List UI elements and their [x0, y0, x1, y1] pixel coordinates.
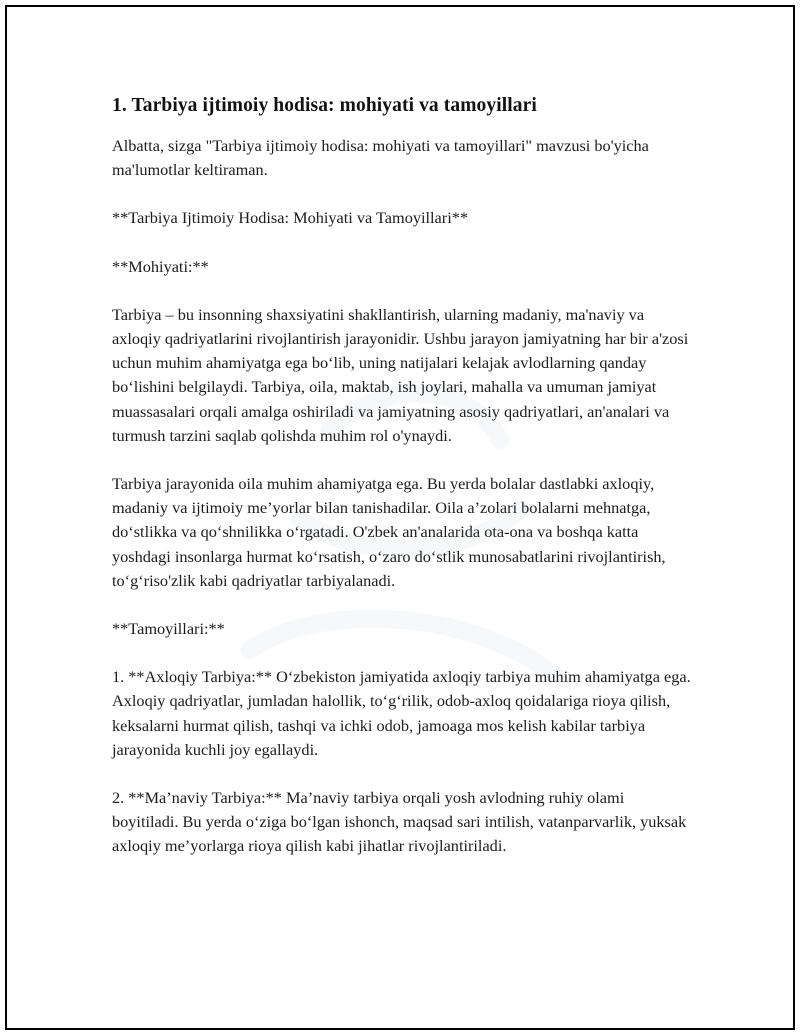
- essence-paragraph: Tarbiya – bu insonning shaxsiyatini shakllantirish, ularning madaniy, ma'naviy va axloqiy qadriyatlarini rivojlantirish jarayonidir. Ushbu jarayon jamiyatning har bir a'zosi uchun muhim ahamiyatga ega boʻlib, uning natijalari kelajak avlodlarning qanday boʻlishini belgilaydi. Tarbiya, oila, maktab, ish joylari, mahalla va umuman jamiyat muassasalari orqali amalga oshiriladi va jamiyatning asosiy qadriyatlari, an'analari va turmush tarzini saqlab qolishda muhim rol o'ynaydi.: [112, 304, 689, 445]
- document-title: 1. Tarbiya ijtimoiy hodisa: mohiyati va tamoyillari: [112, 95, 537, 116]
- section-heading-principles: **Tamoyillari:**: [112, 619, 225, 639]
- section-heading-essence: **Mohiyati:**: [112, 256, 209, 276]
- family-paragraph: Tarbiya jarayonida oila muhim ahamiyatga ega. Bu yerda bolalar dastlabki axloqiy, madaniy va ijtimoiy meʼyorlar bilan tanishadilar. Oila aʼzolari bolalarni mehnatga, doʻstlikka va qoʻshnilikka oʻrgatadi. O'zbek an'analarida ota-ona va boshqa katta yoshdagi insonlarga hurmat koʻrsatish, oʻzaro doʻstlik munosabatlarini rivojlantirish, toʻgʻriso'zlik kabi qadriyatlar tarbiyalanadi.: [112, 474, 666, 590]
- principle-item-moral: 1. **Axloqiy Tarbiya:** Oʻzbekiston jamiyatida axloqiy tarbiya muhim ahamiyatga ega. Axloqiy qadriyatlar, jumladan halollik, toʻgʻrilik, odob-axloq qoidalariga rioya qilish, keksalarni hurmat qilish, tashqi va ichki odob, jamoaga mos kelish kabilar tarbiya jarayonida kuchli joy egallaydi.: [112, 667, 691, 759]
- intro-paragraph: Albatta, sizga "Tarbiya ijtimoiy hodisa: mohiyati va tamoyillari" mavzusi bo'yicha ma'lumotlar keltiraman.: [112, 136, 649, 180]
- principle-item-spiritual: 2. **Maʼnaviy Tarbiya:** Maʼnaviy tarbiya orqali yosh avlodning ruhiy olami boyitiladi. Bu yerda oʻziga boʻlgan ishonch, maqsad sari intilish, vatanparvarlik, yuksak axloqiy meʼyorlarga rioya qilish kabi jihatlar rivojlantiriladi.: [112, 788, 687, 856]
- document-body: [112, 92, 692, 883]
- section-heading-main: **Tarbiya Ijtimoiy Hodisa: Mohiyati va Tamoyillari**: [112, 208, 468, 228]
